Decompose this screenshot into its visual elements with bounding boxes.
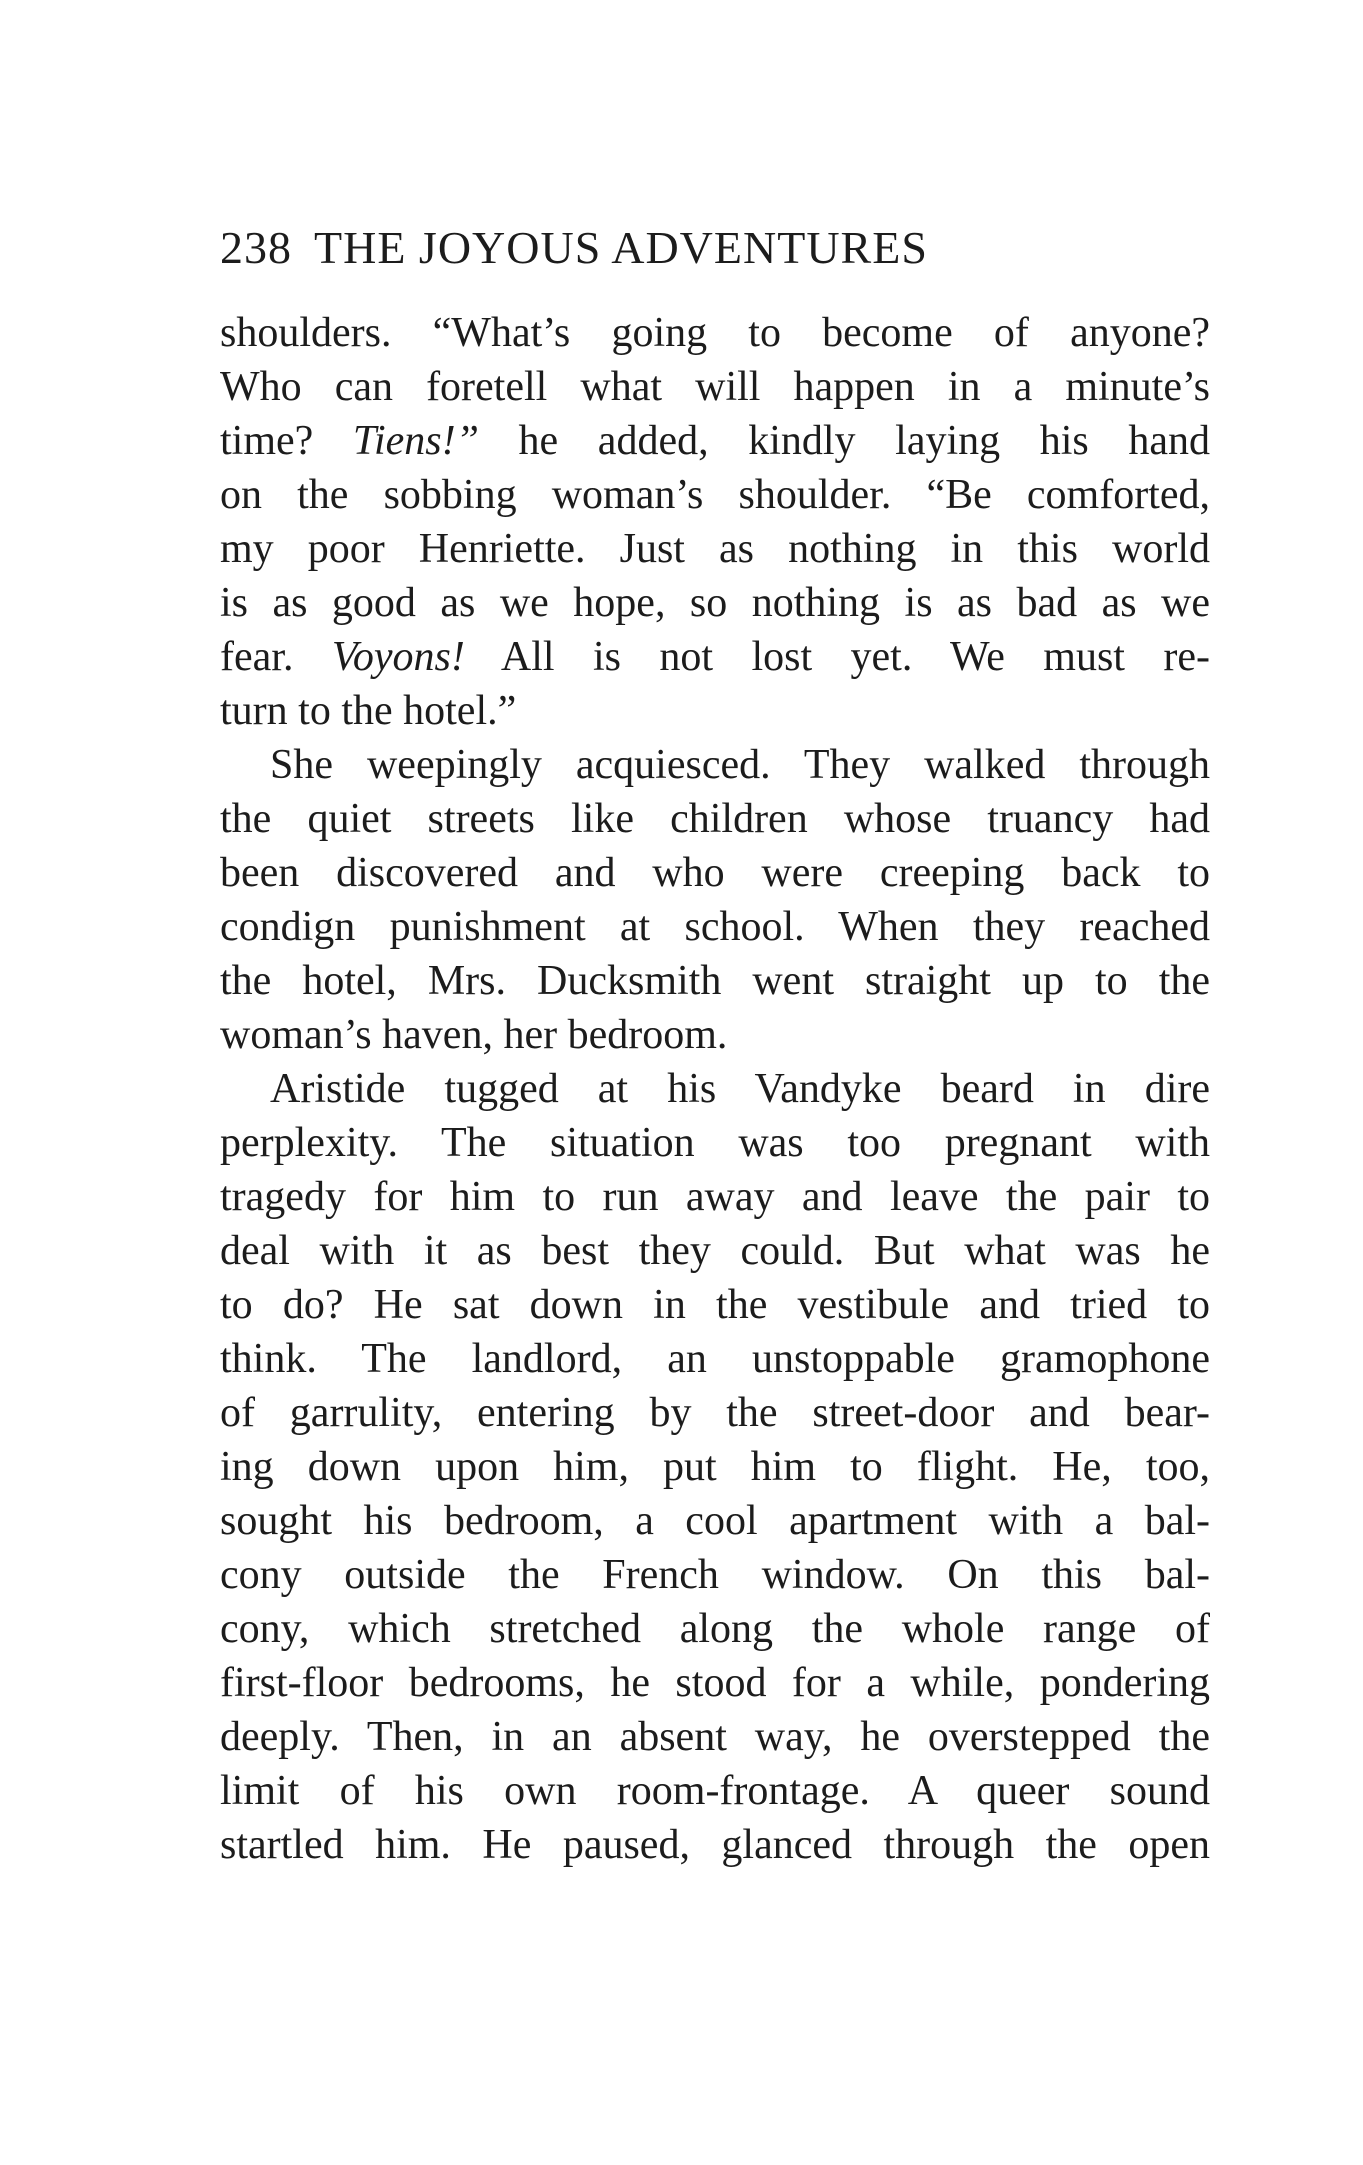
text-segment: of garrulity, entering by the street-door and bear- xyxy=(220,1390,1210,1436)
text-segment: cony, which stretched along the whole range of xyxy=(220,1606,1210,1652)
text-segment: the hotel, Mrs. Ducksmith went straight up to the xyxy=(220,958,1210,1004)
text-line xyxy=(220,1602,1210,1656)
page-number: 238 xyxy=(220,222,292,273)
text-line xyxy=(220,1764,1210,1818)
text-segment: fear. xyxy=(220,634,332,680)
text-line xyxy=(220,900,1210,954)
text-segment: turn to the hotel.” xyxy=(220,688,517,734)
text-segment: All is not lost yet. We must re- xyxy=(464,634,1210,680)
text-segment: he added, kindly laying his hand xyxy=(478,418,1210,464)
text-segment: is as good as we hope, so nothing is as bad as we xyxy=(220,580,1210,626)
text-line xyxy=(220,1548,1210,1602)
text-segment: time? xyxy=(220,418,353,464)
running-head xyxy=(220,218,1120,278)
text-line xyxy=(220,1440,1210,1494)
text-segment: shoulders. “What’s going to become of anyone? xyxy=(220,310,1210,356)
text-line xyxy=(220,414,1210,468)
text-segment: woman’s haven, her bedroom. xyxy=(220,1012,728,1058)
text-line xyxy=(220,360,1210,414)
text-line xyxy=(220,1656,1210,1710)
text-segment: cony outside the French window. On this bal- xyxy=(220,1552,1210,1598)
text-line xyxy=(220,1332,1210,1386)
text-line xyxy=(220,792,1210,846)
text-line xyxy=(220,1494,1210,1548)
text-segment: been discovered and who were creeping back to xyxy=(220,850,1210,896)
text-line xyxy=(220,684,1210,738)
text-line xyxy=(220,1170,1210,1224)
text-line xyxy=(220,1710,1210,1764)
text-segment: limit of his own room-frontage. A queer sound xyxy=(220,1768,1210,1814)
text-segment: the quiet streets like children whose truancy had xyxy=(220,796,1210,842)
text-segment: first-floor bedrooms, he stood for a while, pondering xyxy=(220,1660,1210,1706)
text-segment: Aristide tugged at his Vandyke beard in dire xyxy=(270,1066,1210,1112)
text-line xyxy=(220,306,1210,360)
text-line xyxy=(220,1008,1210,1062)
text-line xyxy=(220,576,1210,630)
text-line xyxy=(220,954,1210,1008)
running-title: THE JOYOUS ADVENTURES xyxy=(314,222,928,273)
text-line xyxy=(220,468,1210,522)
text-segment: think. The landlord, an unstoppable gramophone xyxy=(220,1336,1210,1382)
text-line xyxy=(220,1818,1210,1872)
text-line xyxy=(220,630,1210,684)
text-segment: my poor Henriette. Just as nothing in this world xyxy=(220,526,1210,572)
text-line xyxy=(220,846,1210,900)
text-line xyxy=(220,1278,1210,1332)
text-segment: tragedy for him to run away and leave the pair to xyxy=(220,1174,1210,1220)
text-line xyxy=(220,1386,1210,1440)
text-segment: sought his bedroom, a cool apartment with a bal- xyxy=(220,1498,1210,1544)
text-line xyxy=(220,738,1210,792)
text-line xyxy=(220,1116,1210,1170)
text-segment: She weepingly acquiesced. They walked through xyxy=(270,742,1210,788)
text-line xyxy=(220,1062,1210,1116)
text-segment: Who can foretell what will happen in a minute’s xyxy=(220,364,1210,410)
text-line xyxy=(220,1224,1210,1278)
text-segment: deal with it as best they could. But what was he xyxy=(220,1228,1210,1274)
text-line xyxy=(220,522,1210,576)
text-segment: startled him. He paused, glanced through the open xyxy=(220,1822,1210,1868)
italic-word: Tiens!” xyxy=(352,418,479,464)
text-segment: ing down upon him, put him to flight. He, too, xyxy=(220,1444,1210,1490)
text-segment: on the sobbing woman’s shoulder. “Be comforted, xyxy=(220,472,1210,518)
text-segment: to do? He sat down in the vestibule and tried to xyxy=(220,1282,1210,1328)
text-segment: perplexity. The situation was too pregnant with xyxy=(220,1120,1210,1166)
italic-word: Voyons! xyxy=(331,634,465,680)
text-segment: condign punishment at school. When they reached xyxy=(220,904,1210,950)
text-segment: deeply. Then, in an absent way, he overstepped the xyxy=(220,1714,1210,1760)
body-text xyxy=(220,306,1210,1872)
